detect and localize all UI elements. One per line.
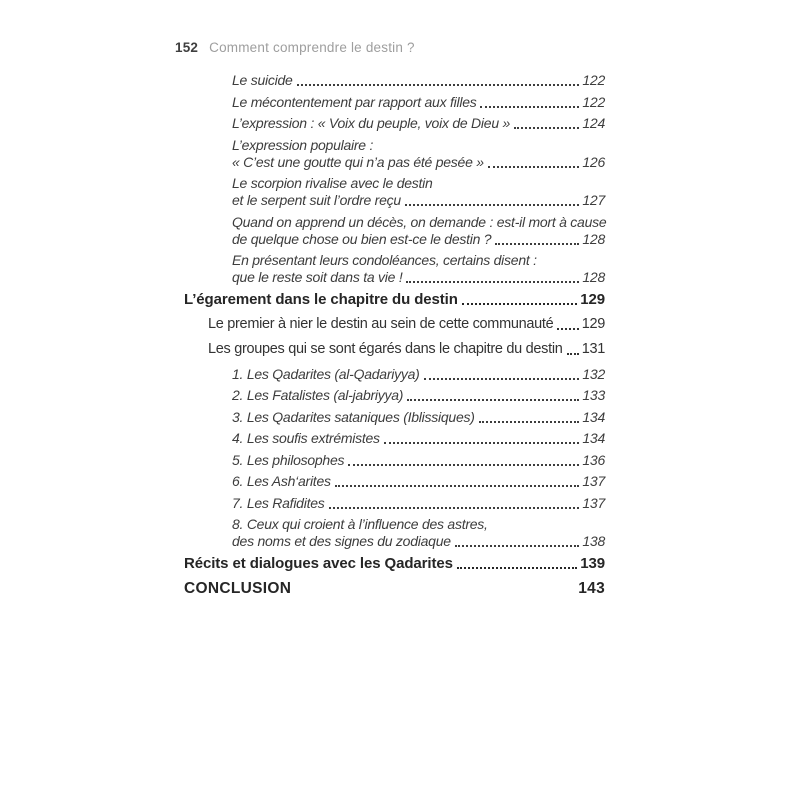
- toc-entry: [184, 291, 605, 308]
- toc-entry: [184, 366, 605, 383]
- entry-text: Le premier à nier le destin au sein de cette communauté: [208, 315, 554, 332]
- entry-text: 5. Les philosophes: [232, 451, 345, 468]
- dotted-leader: [407, 399, 579, 401]
- toc-entry: [184, 175, 605, 209]
- page-ref: 124: [582, 115, 605, 131]
- entry-text: 8. Ceux qui croient à l’influence des astres,: [232, 516, 488, 532]
- dotted-leader: [406, 281, 579, 283]
- page-ref: 128: [582, 269, 605, 285]
- dotted-leader: [462, 303, 577, 305]
- toc-entry: [184, 387, 605, 404]
- toc-entry: [184, 452, 605, 469]
- toc-entry: [184, 495, 605, 512]
- entry-text: Le suicide: [232, 72, 293, 88]
- page-ref: 132: [582, 365, 605, 382]
- toc-entry: [184, 341, 605, 358]
- page-ref: 131: [581, 340, 605, 357]
- entry-text: 6. Les Ash‘arites: [232, 473, 331, 489]
- dotted-leader: [480, 106, 579, 108]
- toc-entry: [184, 409, 605, 426]
- entry-text: 7. Les Rafidites: [232, 494, 325, 511]
- dotted-leader: [567, 353, 579, 355]
- page-ref: 137: [582, 494, 605, 511]
- header-page-number: 152: [175, 40, 199, 55]
- toc-entry: [184, 430, 605, 447]
- entry-text: Les groupes qui se sont égarés dans le chapitre du destin: [208, 340, 563, 357]
- entry-text: L’expression : « Voix du peuple, voix de Dieu »: [232, 115, 511, 131]
- entry-text: En présentant leurs condoléances, certains disent :: [232, 252, 537, 268]
- running-header: [175, 40, 605, 56]
- running-title: Comment comprendre le destin ?: [209, 40, 415, 55]
- page-ref: 133: [582, 387, 605, 403]
- page-ref: 129: [581, 315, 605, 332]
- toc-entry: [184, 252, 605, 286]
- dotted-leader: [488, 166, 580, 168]
- entry-text: de quelque chose ou bien est-ce le destin ?: [232, 230, 492, 247]
- entry-text: L’égarement dans le chapitre du destin: [184, 290, 458, 308]
- entry-text: des noms et des signes du zodiaque: [232, 533, 451, 549]
- page-ref: 138: [582, 533, 605, 549]
- dotted-leader: [297, 84, 580, 86]
- entry-text: « C’est une goutte qui n’a pas été pesée »: [232, 153, 484, 170]
- dotted-leader: [495, 243, 579, 245]
- dotted-leader: [557, 328, 578, 330]
- toc-entry: [184, 137, 605, 171]
- dotted-leader: [405, 204, 580, 206]
- entry-text: 3. Les Qadarites sataniques (Iblissiques): [232, 408, 475, 425]
- page-ref: 127: [582, 192, 605, 208]
- entry-text: L’expression populaire :: [232, 136, 374, 153]
- toc-entry: [184, 555, 605, 572]
- entry-text: et le serpent suit l’ordre reçu: [232, 192, 401, 208]
- dotted-leader: [335, 485, 580, 487]
- page-ref: 122: [582, 93, 605, 110]
- entry-text: CONCLUSION: [184, 579, 292, 597]
- toc-entry: [184, 115, 605, 132]
- entry-text: Quand on apprend un décès, on demande : est-il mort à cause: [232, 213, 607, 230]
- entry-text: Le scorpion rivalise avec le destin: [232, 175, 433, 191]
- toc-entry: [184, 316, 605, 333]
- page-ref: 128: [582, 230, 605, 247]
- table-of-contents: [184, 72, 605, 605]
- dotted-leader: [514, 127, 579, 129]
- toc-entry: [184, 473, 605, 490]
- toc-entry: [184, 94, 605, 111]
- dotted-leader: [457, 567, 577, 569]
- dotted-leader: [479, 421, 580, 423]
- entry-text: 1. Les Qadarites (al-Qadariyya): [232, 365, 420, 382]
- page-ref: 143: [578, 579, 605, 597]
- toc-entry: [184, 580, 605, 597]
- page-ref: 137: [582, 473, 605, 489]
- entry-text: Le mécontentement par rapport aux filles: [232, 93, 477, 110]
- dotted-leader: [329, 507, 580, 509]
- page-ref: 139: [580, 554, 605, 572]
- dotted-leader: [348, 464, 579, 466]
- page-ref: 134: [582, 408, 605, 425]
- entry-text: 4. Les soufis extrémistes: [232, 430, 380, 446]
- page-ref: 122: [582, 72, 605, 88]
- entry-text: Récits et dialogues avec les Qadarites: [184, 554, 453, 572]
- page-ref: 136: [582, 451, 605, 468]
- toc-entry: [184, 72, 605, 89]
- toc-entry: [184, 214, 605, 248]
- entry-text: que le reste soit dans ta vie !: [232, 269, 403, 285]
- page-ref: 134: [582, 430, 605, 446]
- dotted-leader: [455, 545, 580, 547]
- dotted-leader: [424, 378, 580, 380]
- page-ref: 126: [582, 153, 605, 170]
- entry-text: 2. Les Fatalistes (al-jabriyya): [232, 387, 404, 403]
- page-ref: 129: [580, 290, 605, 308]
- dotted-leader: [384, 442, 580, 444]
- toc-entry: [184, 516, 605, 550]
